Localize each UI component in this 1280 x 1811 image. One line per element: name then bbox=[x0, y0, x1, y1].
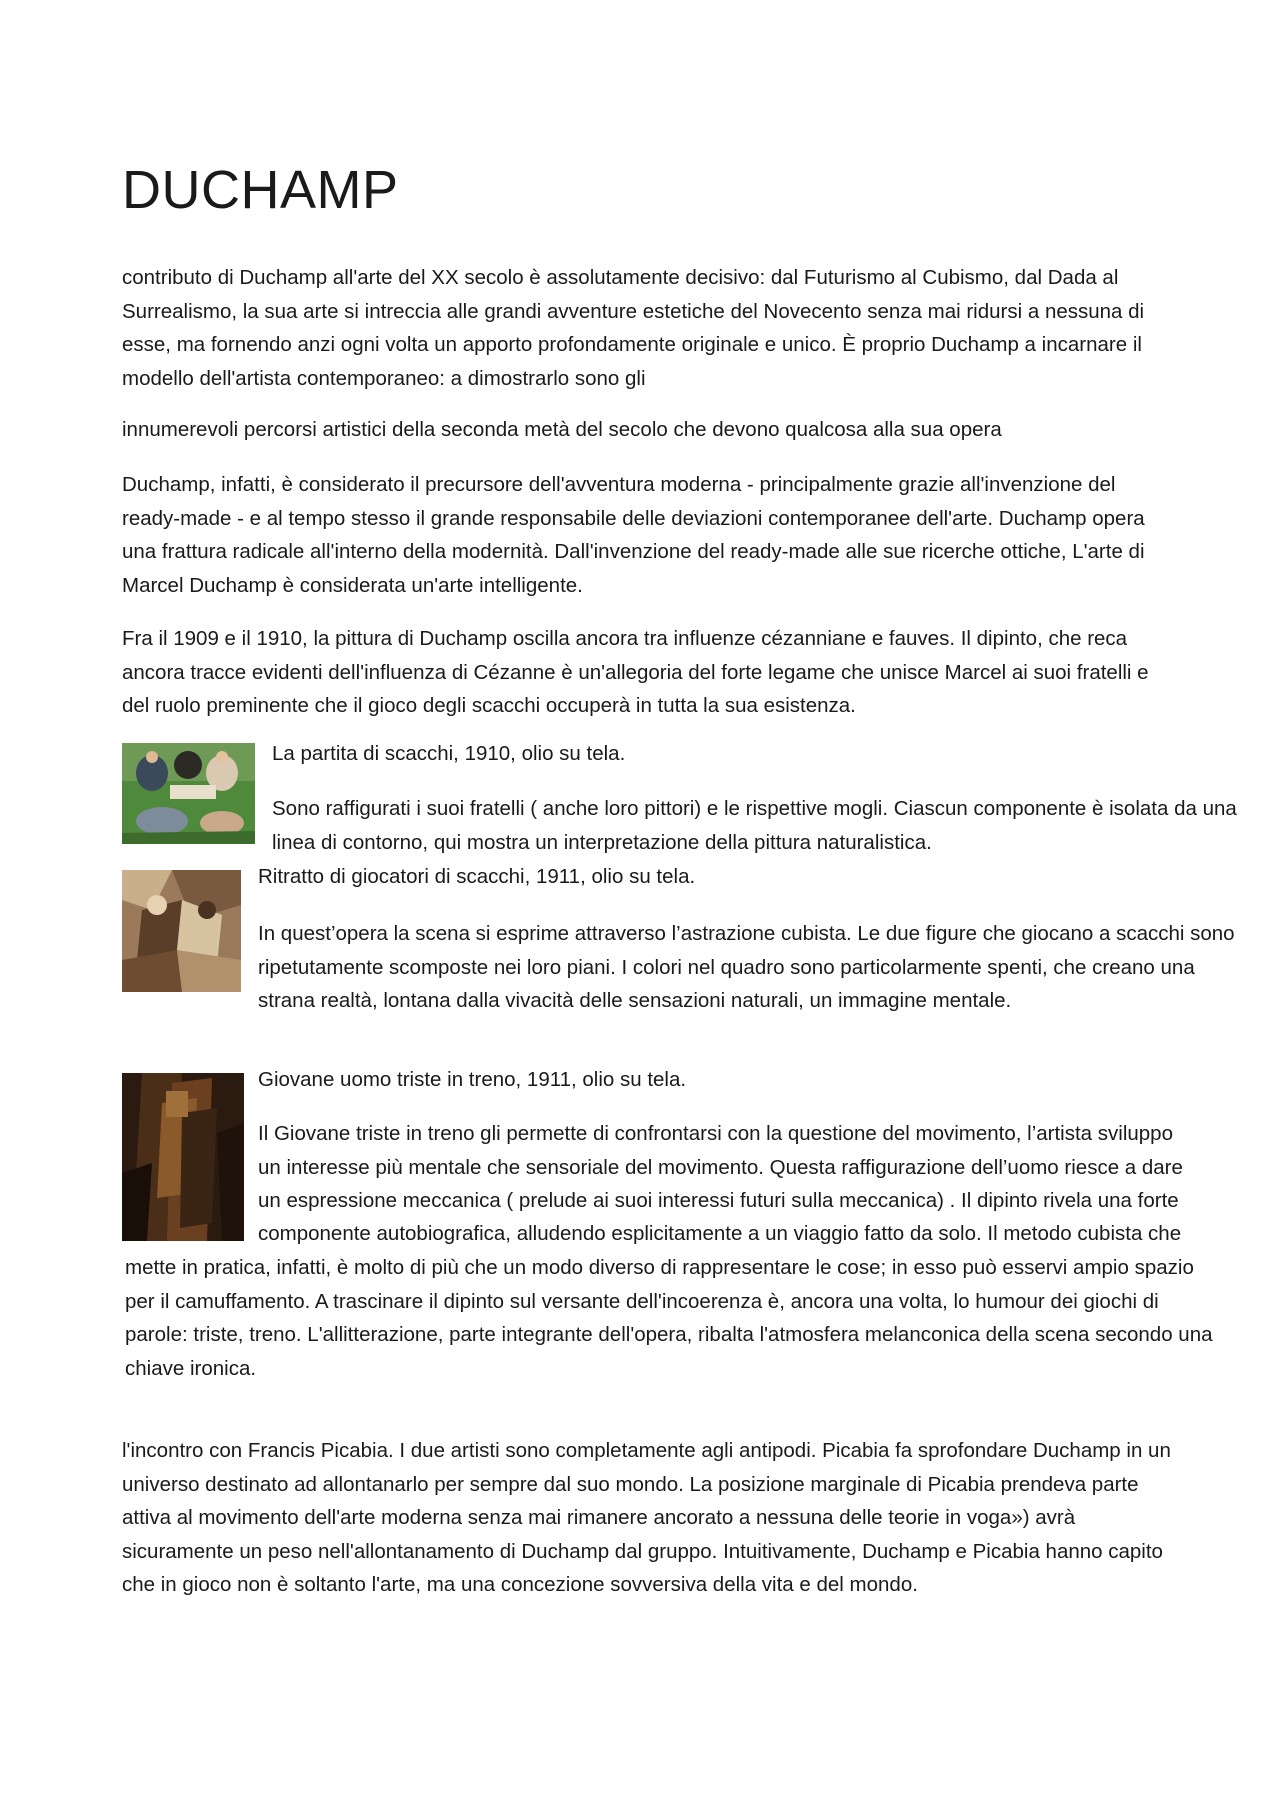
work3-description-line-4: componente autobiografica, alludendo esplicitamente a un viaggio fatto da solo. Il metodo cubista che bbox=[258, 1222, 1182, 1245]
work3-caption: Giovane uomo triste in treno, 1911, olio su tela. bbox=[258, 1068, 687, 1091]
work3-description-line-3: un espressione meccanica ( prelude ai suoi interessi futuri sulla meccanica) . Il dipinto rivela una forte bbox=[258, 1189, 1179, 1212]
paragraph-4: Fra il 1909 e il 1910, la pittura di Duchamp oscilla ancora tra influenze cézanniane e fauves. Il dipinto, che reca ancora tracce evidenti dell'influenza di Cézanne è un'allegoria del forte legame che unisce Marcel ai suoi fratelli e del ruolo preminente che il gioco degli scacchi occuperà in tutta la sua esistenza. bbox=[122, 627, 1149, 717]
work1-description: Sono raffigurati i suoi fratelli ( anche loro pittori) e le rispettive mogli. Ciascun componente è isolata da una linea di contorno, qui mostra un interpretazione della pittura naturalistica. bbox=[272, 797, 1237, 854]
paragraph-2: innumerevoli percorsi artistici della seconda metà del secolo che devono qualcosa alla sua opera bbox=[122, 418, 1002, 441]
intro-paragraph: contributo di Duchamp all'arte del XX secolo è assolutamente decisivo: dal Futurismo al Cubismo, dal Dada al Surrealismo, la sua arte si intreccia alle grandi avventure estetiche del Novecento senza mai ridursi a nessuna di esse, ma fornendo anzi ogni volta un apporto profondamente originale e unico. È proprio Duchamp a incarnare il modello dell'artista contemporaneo: a dimostrarlo sono gli bbox=[122, 266, 1145, 390]
work3-description-line-2: un interesse più mentale che sensoriale del movimento. Questa raffigurazione dell’uomo riesce a dare bbox=[258, 1156, 1183, 1179]
sad-young-man-on-train-painting-image bbox=[122, 1073, 244, 1241]
work3-description-continued: mette in pratica, infatti, è molto di più che un modo diverso di rappresentare le cose; in esso può esservi ampio spazio per il camuffamento. A trascinare il dipinto sul versante dell'incoerenza è, ancora una volta, lo humour dei giochi di parole: triste, treno. L'allitterazione, parte integrante dell'opera, ribalta l'atmosfera melanconica della scena secondo una chiave ironica. bbox=[125, 1256, 1213, 1380]
work1-caption: La partita di scacchi, 1910, olio su tela. bbox=[272, 742, 626, 765]
paragraph-3: Duchamp, infatti, è considerato il precursore dell'avventura moderna - principalmente grazie all'invenzione del ready-made - e al tempo stesso il grande responsabile delle deviazioni contemporanee dell'arte. Duchamp opera una frattura radicale all'interno della modernità. Dall'invenzione del ready-made alle sue ricerche ottiche, L'arte di Marcel Duchamp è considerata un'arte intelligente. bbox=[122, 473, 1145, 597]
final-paragraph: l'incontro con Francis Picabia. I due artisti sono completamente agli antipodi. Picabia fa sprofondare Duchamp in un universo destinato ad allontanarlo per sempre dal suo mondo. La posizione marginale di Picabia prendeva parte attiva al movimento dell'arte moderna senza mai rimanere ancorato a nessuna delle teorie in voga») avrà sicuramente un peso nell'allontanamento di Duchamp dal gruppo. Intuitivamente, Duchamp e Picabia hanno capito che in gioco non è soltanto l'arte, ma una concezione sovversiva della vita e del mondo. bbox=[122, 1439, 1171, 1596]
chess-players-portrait-image bbox=[122, 870, 241, 992]
work2-caption: Ritratto di giocatori di scacchi, 1911, olio su tela. bbox=[258, 865, 696, 888]
work3-description-line-1: Il Giovane triste in treno gli permette di confrontarsi con la questione del movimento, l’artista sviluppo bbox=[258, 1122, 1173, 1145]
page-title: DUCHAMP bbox=[122, 160, 399, 220]
work2-description: In quest’opera la scena si esprime attraverso l’astrazione cubista. Le due figure che giocano a scacchi sono ripetutamente scomposte nei loro piani. I colori nel quadro sono particolarmente spenti, che creano una strana realtà, lontana dalla vivacità delle sensazioni naturali, un immagine mentale. bbox=[258, 922, 1235, 1012]
chess-game-painting-image bbox=[122, 743, 255, 844]
